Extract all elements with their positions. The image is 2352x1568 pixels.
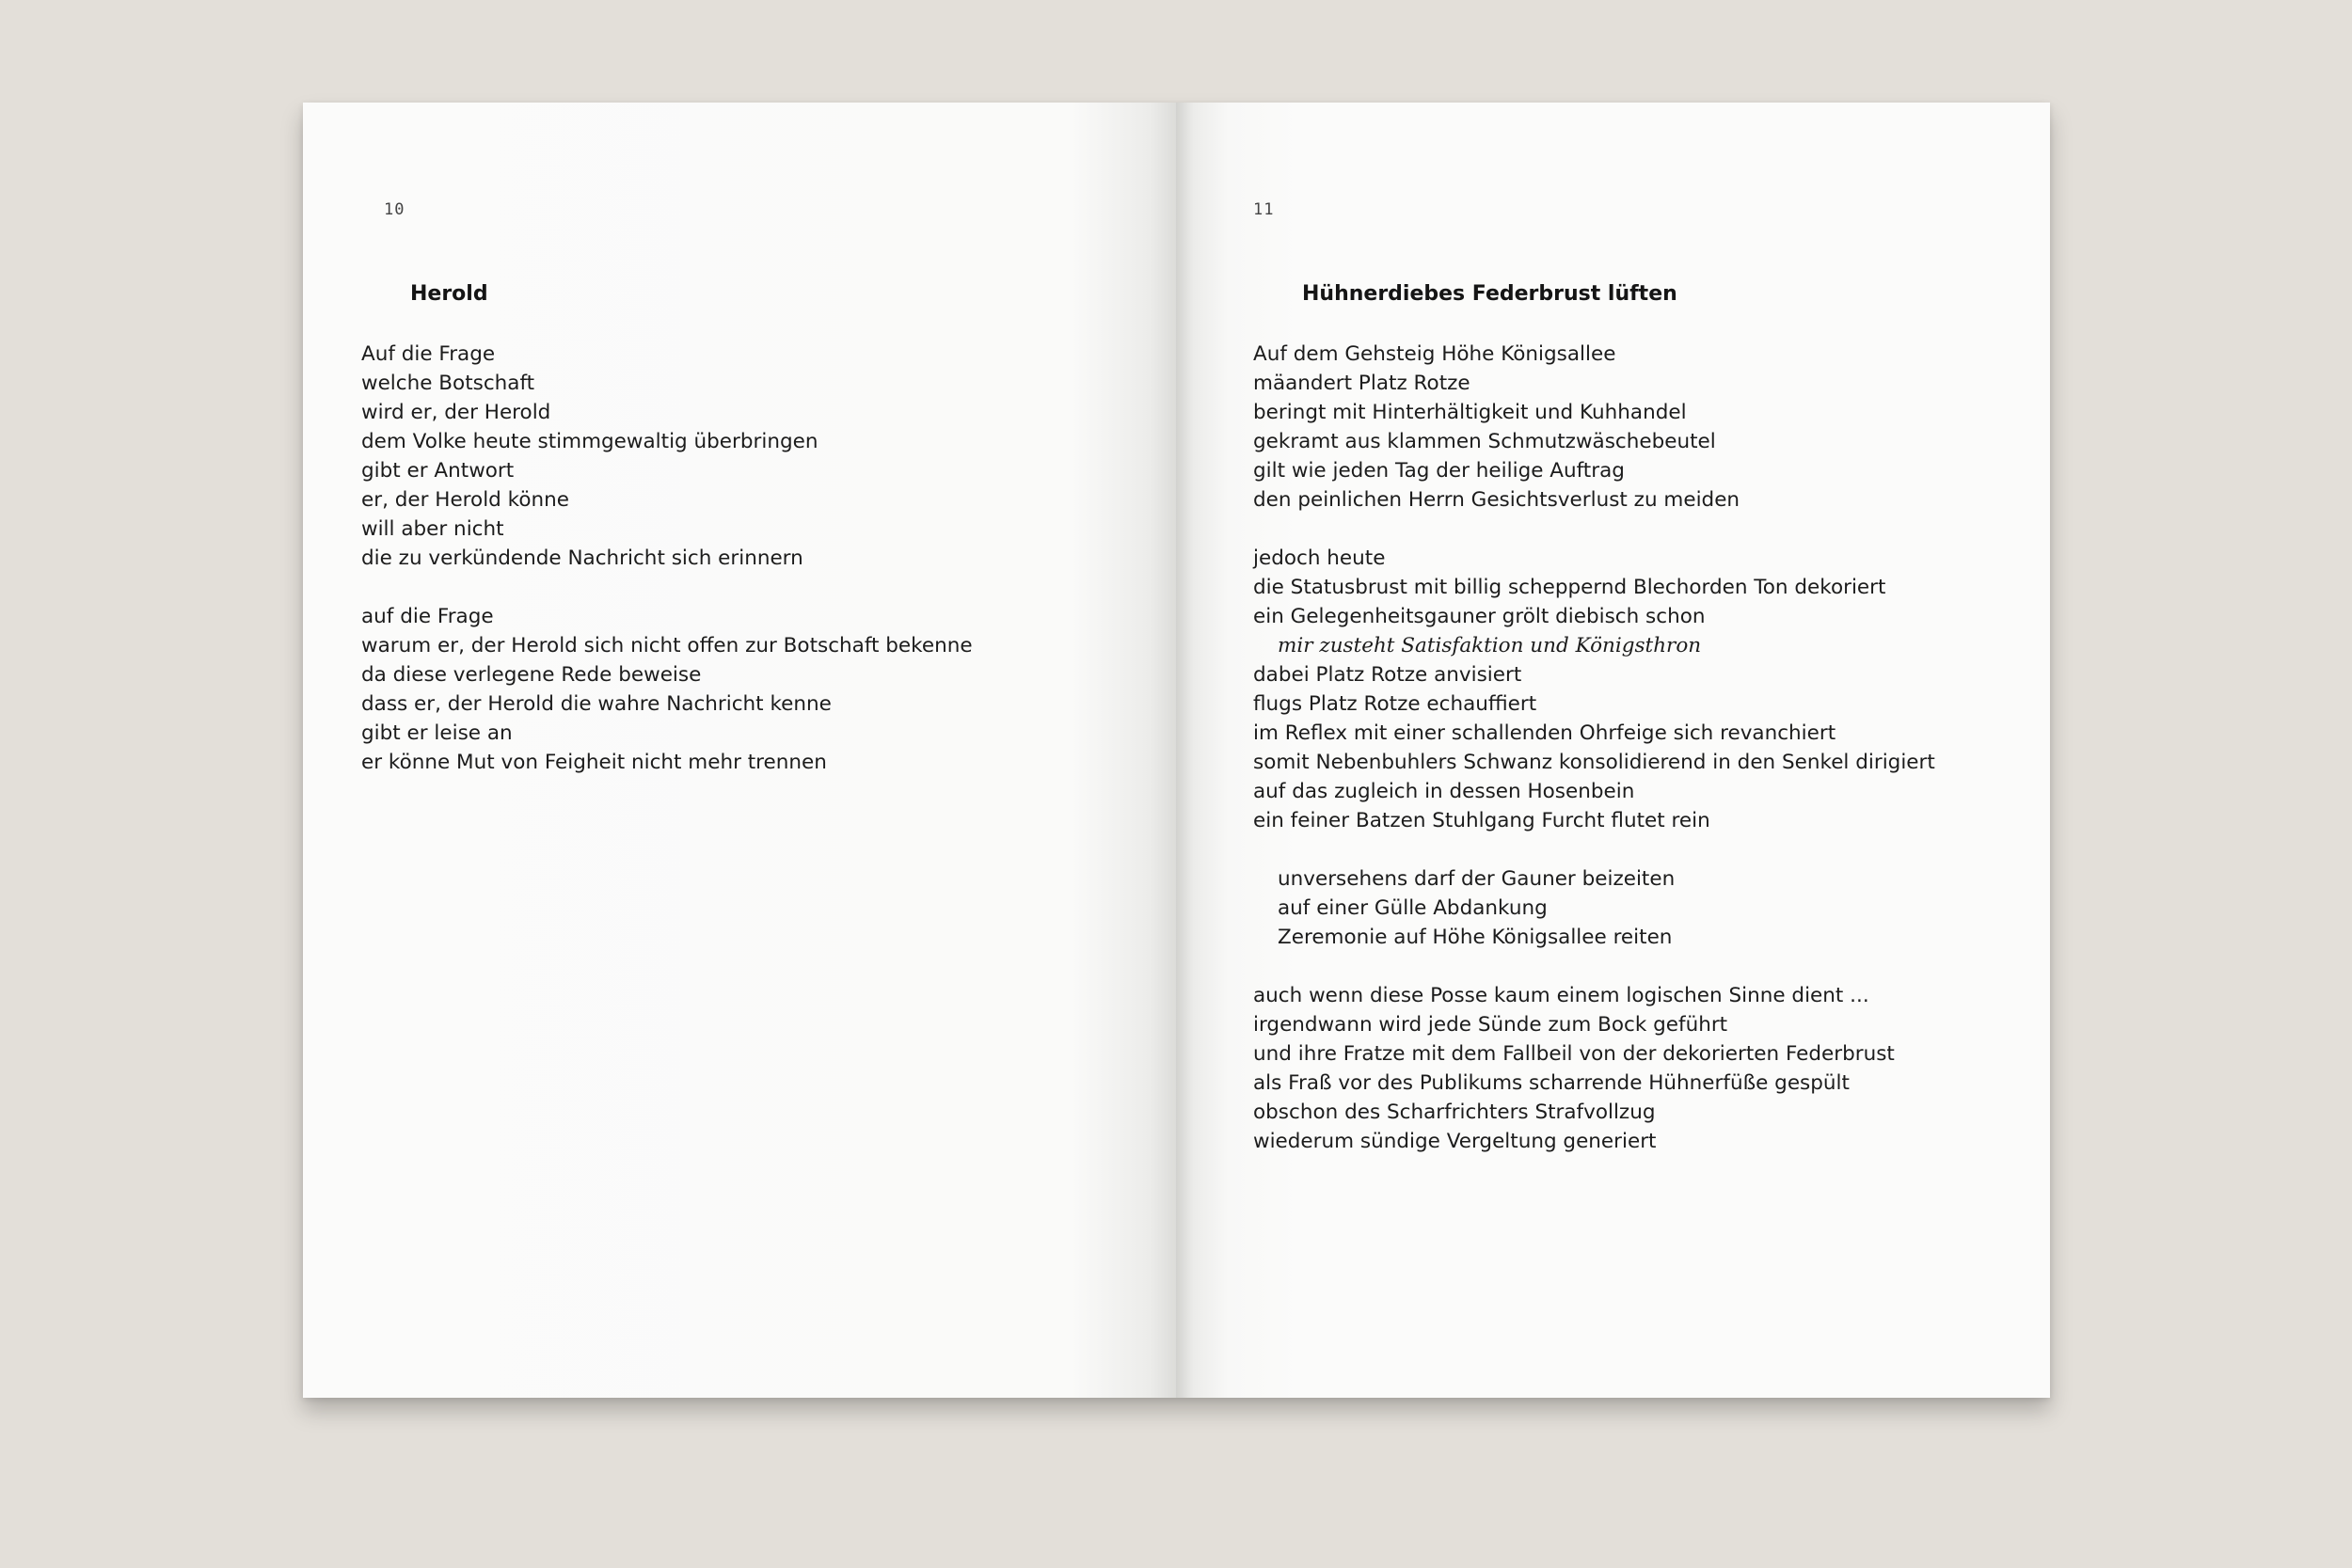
right-page	[1176, 103, 2050, 1398]
poem-line: im Reflex mit einer schallenden Ohrfeige sich revanchiert	[1253, 721, 1836, 745]
poem-line: somit Nebenbuhlers Schwanz konsolidierend in den Senkel dirigiert	[1253, 751, 1935, 774]
poem-line: gibt er leise an	[361, 721, 513, 745]
poem-line: die Statusbrust mit billig scheppernd Blechorden Ton dekoriert	[1253, 576, 1886, 599]
poem-line: Auf dem Gehsteig Höhe Königsallee	[1253, 342, 1616, 366]
poem-title-right: Hühnerdiebes Federbrust lüften	[1302, 282, 1677, 306]
poem-line: als Fraß vor des Publikums scharrende Hühnerfüße gespült	[1253, 1071, 1850, 1095]
poem-body-left	[361, 340, 973, 806]
stanza-indented	[1253, 864, 1935, 952]
left-page	[303, 103, 1176, 1398]
poem-line: obschon des Scharfrichters Strafvollzug	[1253, 1101, 1656, 1124]
poem-line: gekramt aus klammen Schmutzwäschebeutel	[1253, 430, 1716, 453]
poem-line: da diese verlegene Rede beweise	[361, 663, 702, 687]
poem-line: flugs Platz Rotze echauffiert	[1253, 692, 1537, 716]
poem-line: irgendwann wird jede Sünde zum Bock geführt	[1253, 1013, 1728, 1037]
poem-line: auf einer Gülle Abdankung	[1278, 896, 1548, 920]
stanza	[1253, 544, 1935, 835]
poem-line: dass er, der Herold die wahre Nachricht kenne	[361, 692, 832, 716]
poem-line: Auf die Frage	[361, 342, 496, 366]
book-spread	[303, 103, 2050, 1398]
poem-body-right	[1253, 340, 1935, 1185]
poem-line: Zeremonie auf Höhe Königsallee reiten	[1278, 926, 1673, 949]
stanza	[361, 340, 973, 573]
poem-line: er, der Herold könne	[361, 488, 569, 512]
poem-line: will aber nicht	[361, 517, 504, 541]
poem-line: wird er, der Herold	[361, 401, 551, 424]
stanza	[1253, 340, 1935, 515]
poem-line: warum er, der Herold sich nicht offen zur Botschaft bekenne	[361, 634, 973, 657]
poem-line: mäandert Platz Rotze	[1253, 372, 1470, 395]
poem-line: jedoch heute	[1253, 546, 1386, 570]
poem-line: gilt wie jeden Tag der heilige Auftrag	[1253, 459, 1625, 483]
page-number-right: 11	[1253, 200, 1275, 219]
poem-line: welche Botschaft	[361, 372, 535, 395]
poem-line: den peinlichen Herrn Gesichtsverlust zu meiden	[1253, 488, 1740, 512]
poem-line: er könne Mut von Feigheit nicht mehr trennen	[361, 751, 827, 774]
poem-line: ein feiner Batzen Stuhlgang Furcht flutet rein	[1253, 809, 1710, 832]
poem-line: gibt er Antwort	[361, 459, 515, 483]
poem-line: und ihre Fratze mit dem Fallbeil von der dekorierten Federbrust	[1253, 1042, 1895, 1066]
poem-line: auf das zugleich in dessen Hosenbein	[1253, 780, 1635, 803]
poem-line: wiederum sündige Vergeltung generiert	[1253, 1130, 1657, 1153]
stanza	[361, 602, 973, 777]
poem-line: ein Gelegenheitsgauner grölt diebisch schon	[1253, 605, 1706, 628]
poem-line: auf die Frage	[361, 605, 494, 628]
stanza	[1253, 981, 1935, 1156]
poem-line: beringt mit Hinterhältigkeit und Kuhhandel	[1253, 401, 1687, 424]
poem-line: auch wenn diese Posse kaum einem logischen Sinne dient ...	[1253, 984, 1869, 1007]
poem-line: dabei Platz Rotze anvisiert	[1253, 663, 1522, 687]
page-number-left: 10	[384, 200, 405, 219]
poem-line: die zu verkündende Nachricht sich erinnern	[361, 546, 803, 570]
poem-line: unversehens darf der Gauner beizeiten	[1278, 867, 1676, 891]
poem-line: dem Volke heute stimmgewaltig überbringen	[361, 430, 818, 453]
poem-title-left: Herold	[410, 282, 488, 306]
poem-quote-line: mir zusteht Satisfaktion und Königsthron	[1278, 634, 1702, 657]
